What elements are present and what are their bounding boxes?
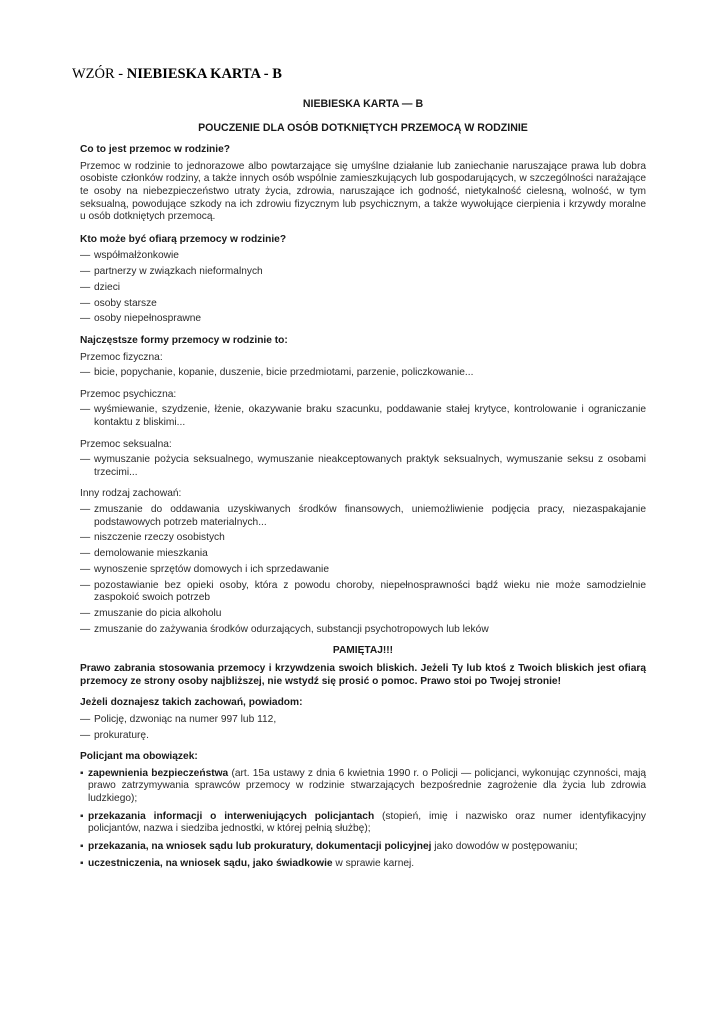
victims-list bbox=[80, 250, 646, 326]
template-prefix: WZÓR - bbox=[72, 66, 127, 82]
duty-title: przekazania informacji o interweniujących policjantach bbox=[88, 810, 375, 822]
list-item: — bicie, popychanie, kopanie, duszenie, bicie przedmiotami, parzenie, policzkowanie... bbox=[80, 367, 646, 380]
sexual-violence-label: Przemoc seksualna: bbox=[80, 438, 172, 450]
section-heading-forms: Najczęstsze formy przemocy w rodzinie to: bbox=[80, 335, 288, 347]
list-item: — pozostawianie bez opieki osoby, która z powodu choroby, niepełnosprawności bądź wieku nie może samodzielnie zaspokoić swoich potrzeb bbox=[80, 580, 646, 605]
form-subtitle: POUCZENIE DLA OSÓB DOTKNIĘTYCH PRZEMOCĄ W RODZINIE bbox=[198, 121, 528, 134]
template-header bbox=[72, 66, 282, 83]
form-title: NIEBIESKA KARTA — B bbox=[302, 98, 424, 110]
list-item: — zmuszanie do zażywania środków odurzających, substancji psychotropowych lub leków bbox=[80, 624, 646, 637]
list-item: — prokuraturę. bbox=[80, 730, 646, 743]
list-item: — wyśmiewanie, szydzenie, łżenie, okazywanie braku szacunku, poddawanie stałej krytyce, kontrolowanie i ograniczanie kontaktu z bliskimi... bbox=[80, 404, 646, 429]
list-item: — osoby starsze bbox=[80, 298, 646, 311]
psychological-violence-label: Przemoc psychiczna: bbox=[80, 388, 177, 400]
list-item bbox=[80, 768, 646, 806]
report-list bbox=[80, 714, 646, 742]
list-item: — zmuszanie do picia alkoholu bbox=[80, 608, 646, 621]
duty-detail: (art. 15a ustawy z dnia 6 kwietnia 1990 r. o Policji — policjanci, wykonując czynności, mają prawo zatrzymywania sprawców przemocy w rodzinie stwarzających bezpośrednie zagrożenie dla życia lub zdrowia ludzkiego); bbox=[88, 767, 647, 804]
list-item bbox=[80, 811, 646, 836]
psychological-violence-list bbox=[80, 404, 646, 429]
list-item: — Policję, dzwoniąc na numer 997 lub 112, bbox=[80, 714, 646, 727]
police-duties-list bbox=[80, 768, 646, 871]
physical-violence-list bbox=[80, 367, 646, 380]
sexual-violence-list bbox=[80, 454, 646, 479]
scanned-form bbox=[80, 98, 646, 876]
list-item: — zmuszanie do oddawania uzyskiwanych środków finansowych, uniemożliwienie podjęcia pracy, niezaspakajanie podstawowych potrzeb materialnych... bbox=[80, 504, 646, 529]
other-behaviour-label: Inny rodzaj zachowań: bbox=[80, 488, 182, 500]
definition-paragraph: Przemoc w rodzinie to jednorazowe albo powtarzające się umyślne działanie lub zaniechanie naruszające prawa lub dobra osobiste członków rodziny, a także innych osób wspólnie zamieszkujących lub gospodarujących, w szczególności narażające te osoby na niebezpieczeństwo utraty życia, zdrowia, naruszające ich godność, nietykalność cielesną, wolność, w tym seksualną, powodujące szkody na ich zdrowiu fizycznym lub psychicznym, a także wywołujące cierpienia i krzywdy moralne u osób dotkniętych przemocą. bbox=[80, 160, 646, 223]
duty-title: uczestniczenia, na wniosek sądu, jako świadkowie bbox=[88, 858, 333, 870]
list-item bbox=[80, 858, 646, 871]
other-behaviour-list bbox=[80, 504, 646, 636]
list-item: — niszczenie rzeczy osobistych bbox=[80, 532, 646, 545]
remember-heading: PAMIĘTAJ!!! bbox=[332, 645, 394, 657]
duty-title: zapewnienia bezpieczeństwa bbox=[88, 767, 229, 779]
section-heading-police: Policjant ma obowiązek: bbox=[80, 751, 198, 763]
list-item: — osoby niepełnosprawne bbox=[80, 313, 646, 326]
physical-violence-label: Przemoc fizyczna: bbox=[80, 351, 163, 363]
section-heading-victims: Kto może być ofiarą przemocy w rodzinie? bbox=[80, 233, 287, 245]
duty-detail: w sprawie karnej. bbox=[332, 858, 415, 870]
section-heading-report: Jeżeli doznajesz takich zachowań, powiadom: bbox=[80, 697, 303, 709]
template-label: NIEBIESKA KARTA - B bbox=[126, 66, 282, 82]
list-item bbox=[80, 841, 646, 854]
list-item: — wynoszenie sprzętów domowych i ich sprzedawanie bbox=[80, 564, 646, 577]
list-item: — partnerzy w związkach nieformalnych bbox=[80, 266, 646, 279]
list-item: — współmałżonkowie bbox=[80, 250, 646, 263]
duty-detail: (stopień, imię i nazwisko oraz numer identyfikacyjny policjantów, nazwa i siedziba jednostki, w której pełnią służbę); bbox=[88, 810, 646, 835]
duty-title: przekazania, na wniosek sądu lub prokuratury, dokumentacji policyjnej bbox=[88, 840, 432, 852]
list-item: — wymuszanie pożycia seksualnego, wymuszanie nieakceptowanych praktyk seksualnych, wymuszanie seksu z osobami trzecimi... bbox=[80, 454, 646, 479]
list-item: — dzieci bbox=[80, 282, 646, 295]
section-heading-definition: Co to jest przemoc w rodzinie? bbox=[80, 144, 230, 156]
duty-detail: jako dowodów w postępowaniu; bbox=[431, 840, 578, 852]
list-item: — demolowanie mieszkania bbox=[80, 548, 646, 561]
legal-warning: Prawo zabrania stosowania przemocy i krzywdzenia swoich bliskich. Jeżeli Ty lub ktoś z Twoich bliskich jest ofiarą przemocy ze strony osoby najbliższej, nie wstydź się prosić o pomoc. Prawo stoi po Twojej stronie! bbox=[80, 663, 646, 687]
